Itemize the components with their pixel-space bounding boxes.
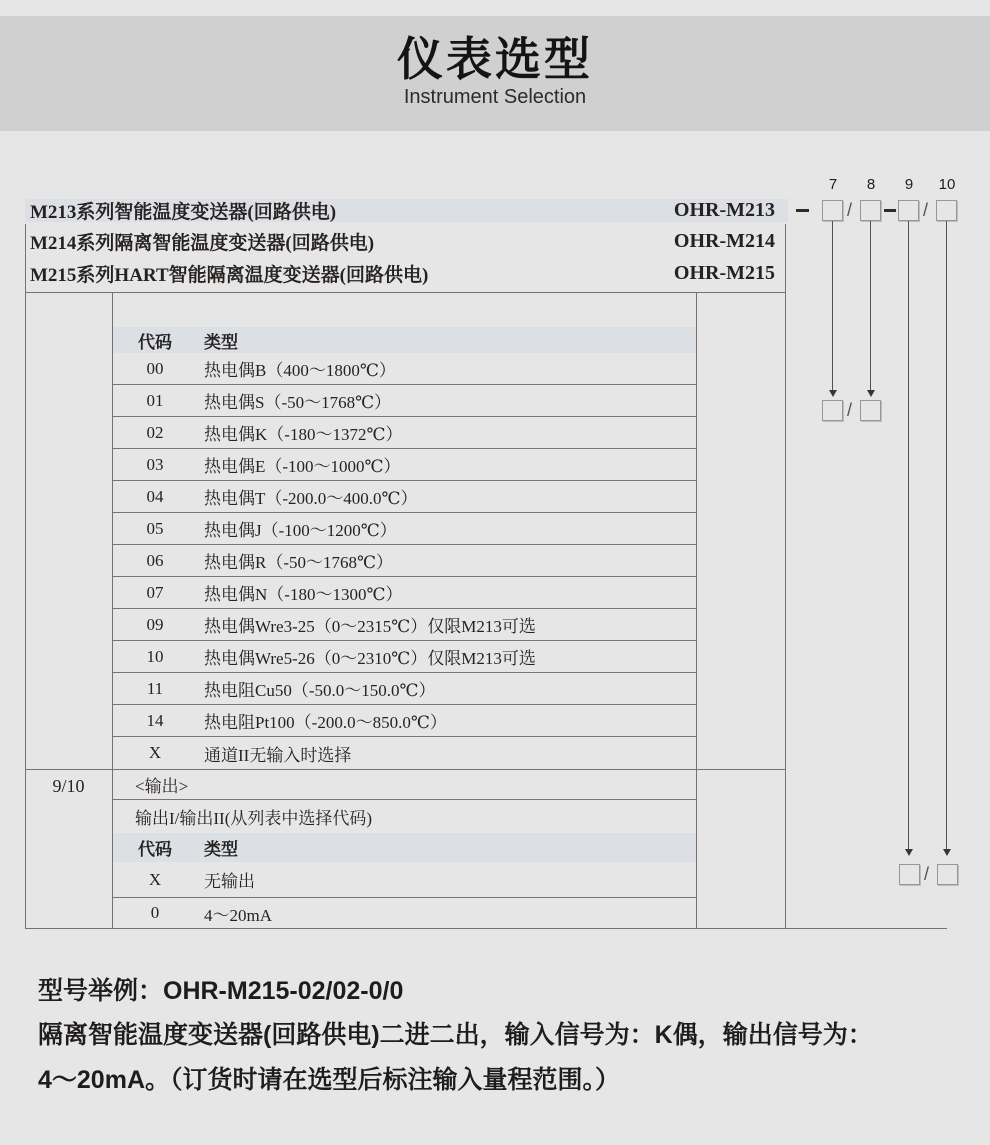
dash-separator: [884, 209, 896, 212]
row-type: 热电偶J（-100～1200℃）: [204, 521, 397, 540]
row-code: 02: [146, 422, 164, 442]
example-description-line: 隔离智能温度变送器(回路供电)二进二出，输入信号为：K偶，输出信号为：: [38, 1021, 873, 1049]
example-model-line: 型号举例：OHR-M215-02/02-0/0: [38, 977, 404, 1005]
row-code: 10: [146, 646, 164, 666]
row-code: X: [148, 743, 162, 762]
product-name: M213系列智能温度变送器(回路供电): [30, 202, 337, 223]
digit-label-8: 8: [866, 176, 876, 193]
input-code-box-7: [822, 400, 843, 421]
leader-line-8: [870, 221, 871, 390]
example-note-line: 4～20mA。（订货时请在选型后标注输入量程范围。）: [38, 1066, 620, 1094]
row-type: 热电偶B（400～1800℃）: [204, 361, 396, 380]
product-model: OHR-M214: [673, 230, 775, 252]
row-type: 热电偶E（-100～1000℃）: [204, 457, 401, 476]
table-spacer: [113, 293, 696, 327]
output-code-box-10: [937, 864, 958, 885]
table-row: [113, 481, 696, 513]
table-row: [113, 673, 696, 705]
table-border-right: [785, 224, 786, 928]
row-code: 01: [146, 390, 164, 410]
output-row-number: 9/10: [52, 776, 85, 796]
code-box-9: [898, 200, 919, 221]
table-divider-inner-right: [696, 292, 697, 928]
table-row: [113, 417, 696, 449]
header-type: 类型: [204, 840, 238, 859]
code-box-7: [822, 200, 843, 221]
row-type: 通道II无输入时选择: [204, 745, 352, 765]
table-border-bottom: [25, 928, 947, 929]
row-type: 热电偶N（-180～1300℃）: [204, 585, 403, 604]
table-row: [113, 577, 696, 609]
leader-line-9: [908, 221, 909, 849]
table-row: [113, 385, 696, 417]
row-type: 热电偶S（-50～1768℃）: [204, 393, 392, 412]
row-type: 4～20mA: [204, 905, 272, 925]
output-code-box-9: [899, 864, 920, 885]
arrowhead-icon: [943, 849, 951, 856]
input-table-header: [113, 327, 696, 353]
output-section-subtitle: 输出I/输出II(从列表中选择代码): [135, 809, 373, 828]
arrowhead-icon: [905, 849, 913, 856]
row-code: 00: [146, 358, 164, 378]
table-row: [113, 705, 696, 737]
row-code: 05: [146, 518, 164, 538]
row-type: 热电阻Pt100（-200.0～850.0℃）: [204, 713, 447, 732]
slash-separator: /: [847, 400, 853, 420]
slash-separator: /: [923, 200, 929, 220]
header-code: 代码: [138, 332, 172, 352]
digit-label-10: 10: [938, 176, 956, 193]
row-type: 无输出: [204, 872, 255, 891]
arrowhead-icon: [829, 390, 837, 397]
table-row: [113, 641, 696, 673]
table-row: [113, 609, 696, 641]
row-code: 07: [146, 582, 164, 602]
row-code: 11: [146, 678, 164, 698]
table-row: [113, 545, 696, 577]
page-title: 仪表选型: [397, 33, 593, 85]
row-code: 14: [146, 710, 164, 730]
row-type: 热电偶Wre3-25（0～2315℃）仅限M213可选: [204, 617, 536, 636]
product-name: M214系列隔离智能温度变送器(回路供电): [30, 233, 375, 254]
product-model: OHR-M213: [673, 199, 775, 221]
row-type: 热电偶R（-50～1768℃）: [204, 553, 394, 572]
table-row: [113, 737, 696, 769]
slash-separator: /: [847, 200, 853, 220]
product-row-m215: [25, 257, 788, 290]
output-table-header: [113, 833, 696, 862]
code-box-10: [936, 200, 957, 221]
row-code: 04: [146, 486, 164, 506]
table-border-left: [25, 224, 26, 928]
row-code: 06: [146, 550, 164, 570]
row-type: 热电偶Wre5-26（0～2310℃）仅限M213可选: [204, 649, 536, 668]
table-row: [113, 449, 696, 481]
table-row: [113, 898, 696, 928]
row-code: 0: [150, 903, 160, 922]
row-type: 热电偶K（-180～1372℃）: [204, 425, 403, 444]
row-code: 03: [146, 454, 164, 474]
header-type: 类型: [204, 332, 238, 352]
leader-line-10: [946, 221, 947, 849]
leader-line-7: [832, 221, 833, 390]
row-type: 热电阻Cu50（-50.0～150.0℃）: [204, 681, 436, 700]
code-box-8: [860, 200, 881, 221]
row-code: 09: [146, 614, 164, 634]
digit-label-7: 7: [828, 176, 838, 193]
selection-table: [113, 293, 696, 928]
product-name: M215系列HART智能隔离温度变送器(回路供电): [30, 265, 429, 286]
row-type: 热电偶T（-200.0～400.0℃）: [204, 489, 418, 508]
digit-label-9: 9: [904, 176, 914, 193]
table-row: [113, 353, 696, 385]
table-row: [113, 862, 696, 898]
arrowhead-icon: [867, 390, 875, 397]
input-code-box-8: [860, 400, 881, 421]
slash-separator: /: [924, 864, 930, 884]
product-model: OHR-M215: [673, 262, 775, 284]
title-band: [0, 16, 990, 131]
header-code: 代码: [138, 840, 172, 859]
product-row-m213: [25, 199, 788, 222]
output-section-title: <输出>: [113, 769, 696, 800]
table-row: [113, 513, 696, 545]
row-code: X: [148, 869, 162, 889]
product-row-m214: [25, 226, 788, 257]
page-subtitle: Instrument Selection: [403, 85, 587, 108]
dash-separator: [796, 209, 809, 212]
